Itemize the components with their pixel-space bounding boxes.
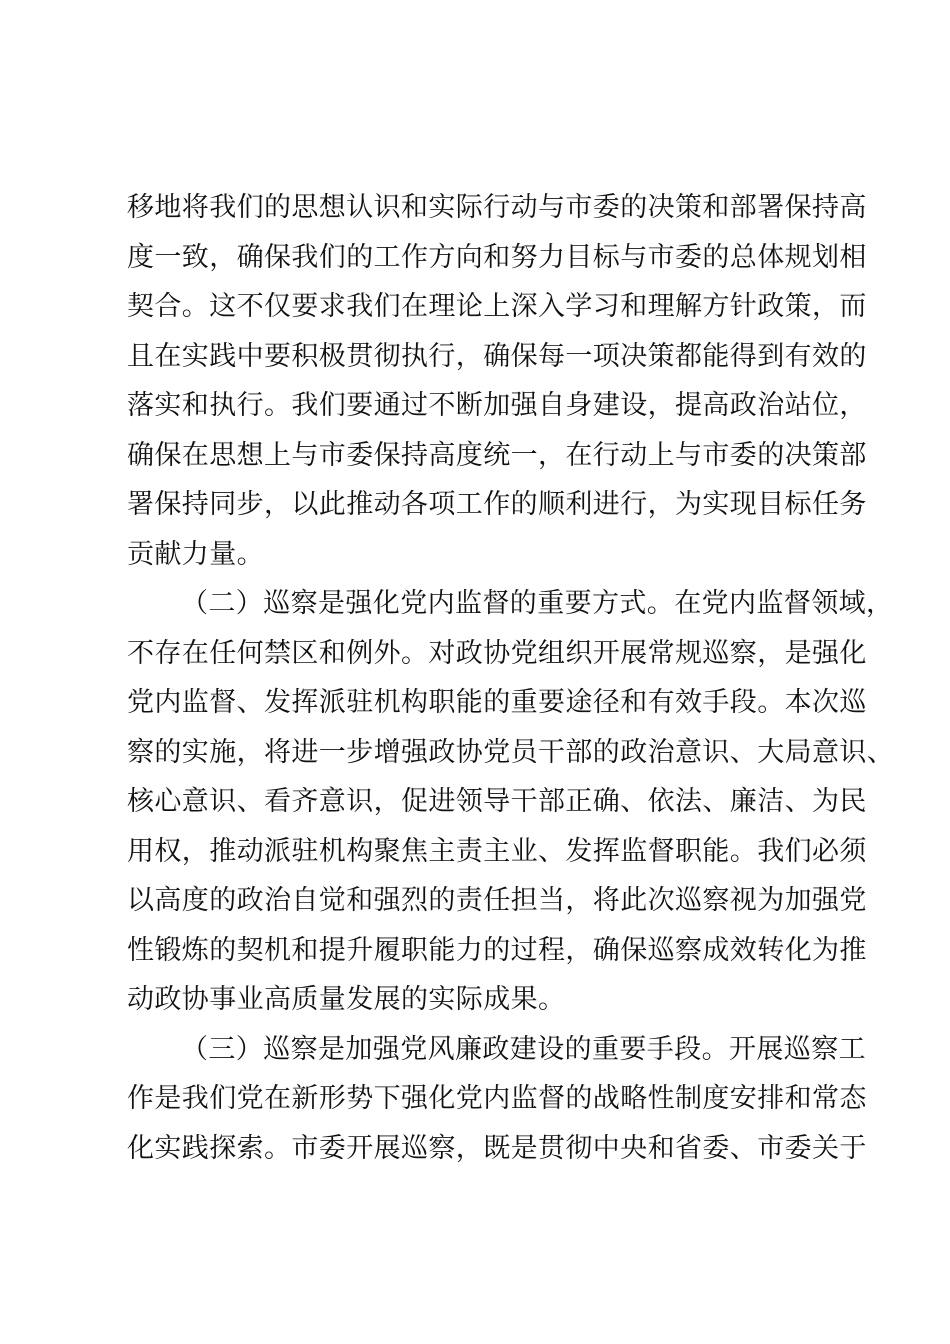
text-line: 性锻炼的契机和提升履职能力的过程，确保巡察成效转化为推 (127, 934, 867, 966)
text-line: 核心意识、看齐意识，促进领导干部正确、依法、廉洁、为民 (127, 786, 867, 817)
text-line: 不存在任何禁区和例外。对政协党组织开展常规巡察，是强化 (127, 637, 867, 669)
section-heading-line: （三）巡察是加强党风廉政建设的重要手段。开展巡察工 (181, 1033, 866, 1065)
text-line: 署保持同步，以此推动各项工作的顺利进行，为实现目标任务 (127, 489, 867, 520)
text-line: 动政协事业高质量发展的实际成果。 (127, 984, 566, 1015)
text-line: 度一致，确保我们的工作方向和努力目标与市委的总体规划相 (127, 241, 867, 273)
text-line: 以高度的政治自觉和强烈的责任担当，将此次巡察视为加强党 (127, 885, 867, 916)
text-line: 且在实践中要积极贯彻执行，确保每一项决策都能得到有效的 (127, 340, 867, 372)
text-line: 落实和执行。我们要通过不断加强自身建设，提高政治站位， (127, 390, 867, 421)
text-line: 党内监督、发挥派驻机构职能的重要途径和有效手段。本次巡 (127, 687, 867, 718)
section-heading-line: （二）巡察是强化党内监督的重要方式。在党内监督领域， (181, 588, 894, 619)
text-line: 贡献力量。 (127, 538, 264, 570)
text-line: 作是我们党在新形势下强化党内监督的战略性制度安排和常态 (127, 1083, 867, 1114)
text-line: 移地将我们的思想认识和实际行动与市委的决策和部署保持高 (127, 192, 867, 223)
text-line: 察的实施，将进一步增强政协党员干部的政治意识、大局意识、 (127, 736, 895, 768)
text-line: 契合。这不仅要求我们在理论上深入学习和理解方针政策，而 (127, 291, 867, 322)
text-line: 用权，推动派驻机构聚焦主责主业、发挥监督职能。我们必须 (127, 835, 867, 867)
body-text (127, 183, 895, 1173)
text-line: 化实践探索。市委开展巡察，既是贯彻中央和省委、市委关于 (127, 1132, 867, 1164)
text-line: 确保在思想上与市委保持高度统一，在行动上与市委的决策部 (127, 439, 867, 471)
